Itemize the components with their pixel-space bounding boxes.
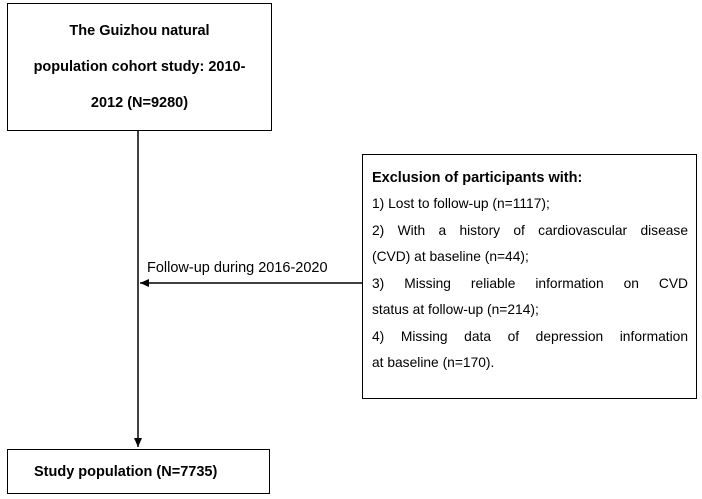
exclusion-title: Exclusion of participants with: — [372, 170, 583, 186]
study-population-label: Study population (N=7735) — [34, 463, 218, 480]
exclusion-line-7: at baseline (n=170). — [372, 355, 495, 370]
cohort-box — [7, 3, 272, 131]
exclusion-line-5: status at follow-up (n=214); — [372, 302, 539, 317]
exclusion-line-3: (CVD) at baseline (n=44); — [372, 249, 529, 264]
cohort-line-2: population cohort study: 2010- — [33, 59, 246, 75]
exclusion-box — [362, 154, 697, 399]
exclusion-line-6: 4) Missing data of depression information — [372, 328, 688, 344]
exclusion-line-1: 1) Lost to follow-up (n=1117); — [372, 196, 550, 211]
follow-up-label: Follow-up during 2016-2020 — [147, 260, 328, 276]
cohort-line-3: 2012 (N=9280) — [90, 95, 189, 111]
exclusion-line-4: 3) Missing reliable information on CVD — [372, 275, 688, 291]
study-population-box — [7, 449, 270, 494]
exclusion-line-2: 2) With a history of cardiovascular disease — [372, 222, 688, 238]
cohort-line-1: The Guizhou natural — [69, 23, 210, 39]
